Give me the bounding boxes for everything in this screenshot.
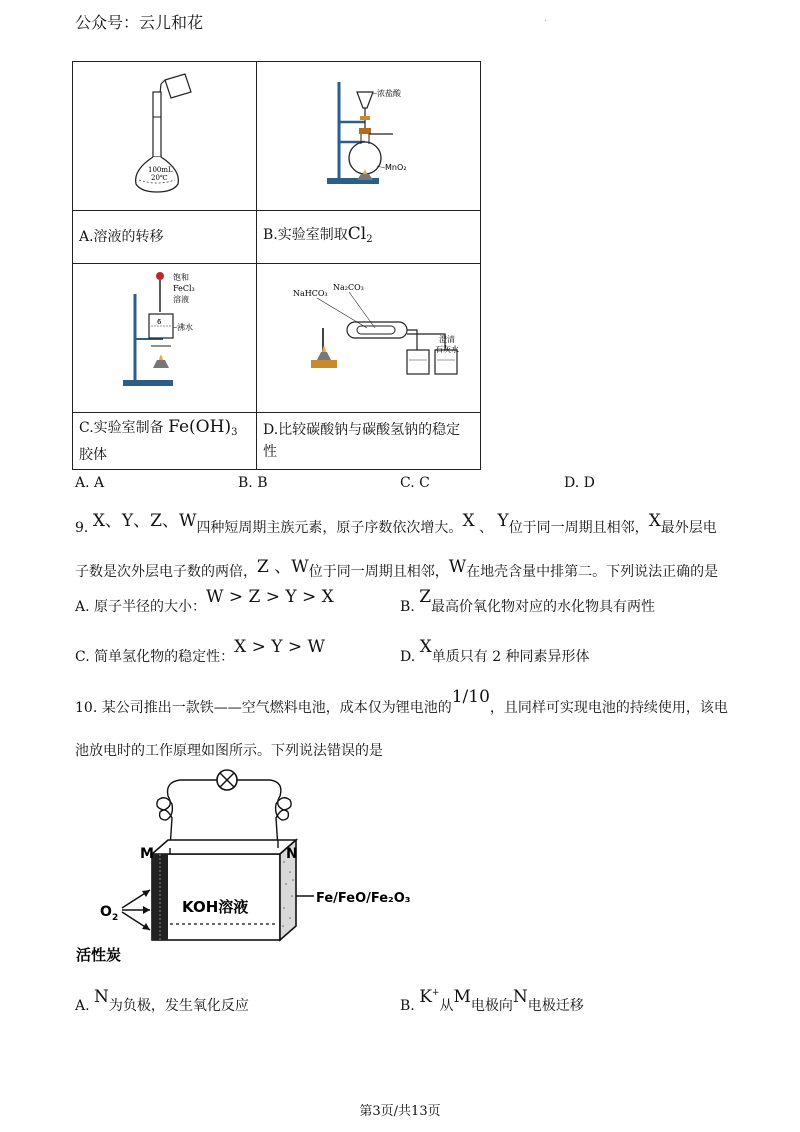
colloid-prep-diagram [73,264,256,408]
chlorine-generator-diagram [257,62,480,206]
carbonate-stability-diagram [257,264,480,408]
limewater-label-1: 澄清 [439,335,455,344]
q9-optd-label: D. [400,649,416,665]
q9-line2-c: 位于同一周期且相邻， [308,564,449,580]
cell-image-c [73,264,257,413]
caption-c-prefix: C.实验室制备 [79,420,169,436]
wechat-header: 公众号：云儿和花 [75,13,204,32]
q10-optb-m: M [453,987,471,1007]
q9-y: Y [497,511,509,531]
caption-c-sub: 3 [231,427,238,438]
apparatus-table [72,61,481,470]
caption-c-formula: Fe(OH) [168,417,232,437]
caption-d: D.比较碳酸钠与碳酸氢钠的稳定性 [257,413,481,470]
fecl3-label-2: FeCl₃ [173,284,195,293]
page-footer: 第3页/共13页 [359,1104,441,1119]
boiling-water-label: 沸水 [177,323,193,332]
flask-temp-label: 20℃ [151,174,168,182]
q10-optb-plus: + [431,988,440,998]
o2-label: O [100,904,112,920]
q10-optb-k: K [419,987,432,1007]
caption-a: A.溶液的转移 [73,211,257,264]
cell-image-a [73,62,257,211]
limewater-label-2: 石灰水 [435,345,459,354]
q10-opta-n: N [94,987,109,1007]
mno2-label: MnO₂ [385,163,407,172]
q8-option-b: B. B [238,475,268,491]
q10-fraction: 1/10 [451,687,490,707]
q10-text-1a: 10. 某公司推出一款铁——空气燃料电池，成本仅为锂电池的 [75,700,452,716]
q10-optb-text2: 电极向 [470,998,513,1014]
q9-sep: 、 [479,520,493,536]
koh-solution-label: KOH溶液 [182,898,249,916]
q9-elements: X、Y、Z、W [92,511,197,531]
caption-b-sub: 2 [366,234,373,245]
header-dot: · [544,16,548,27]
q9-number: 9. [75,520,89,536]
q10-text-1b: ，且同样可实现电池的持续使用，该电 [489,700,728,716]
q9-line2-d: 在地壳含量中排第二。下列说法正确的是 [466,564,719,580]
q10-option-b [400,987,584,1015]
activated-carbon-label: 活性炭 [76,946,122,964]
q9-x: X [462,511,475,531]
q10-optb-label: B. [400,998,415,1014]
cell-image-b [257,62,481,211]
fecl3-label-3: 溶液 [173,295,189,304]
caption-b [257,211,481,264]
q10-optb-n: N [512,987,528,1007]
q10-opta-text: 为负极，发生氧化反应 [108,998,249,1014]
q9-text-3: 最外层电 [660,520,717,536]
caption-b-formula: Cl [347,224,367,244]
q9-optb-text: 最高价氧化物对应的水化物具有两性 [431,599,656,615]
fe-electrode-label: Fe/FeO/Fe₂O₃ [316,891,411,906]
beaker-mark: 6 [157,318,162,326]
na2co3-label: Na₂CO₃ [333,283,364,292]
q9-option-c [75,637,326,666]
q9-option-b [400,587,656,616]
q9-text-2: 位于同一周期且相邻， [508,520,649,536]
q8-option-d: D. D [564,475,595,491]
flask-volume-label: 100mL [148,166,173,174]
cell-image-d [257,264,481,413]
q9-line-2 [75,556,718,581]
q8-option-c: C. C [400,475,430,491]
q10-line-1 [75,687,728,717]
conc-hcl-label: 浓盐酸 [377,89,401,98]
q9-line2-a: 子数是次外层电子数的两倍， [75,564,257,580]
o2-subscript: 2 [112,913,119,923]
q9-opta-math: W > Z > Y > X [206,587,334,607]
q10-option-a [75,987,249,1015]
caption-c [73,413,257,470]
q10-opta-label: A. [75,998,90,1014]
q9-text-1: 四种短周期主族元素，原子序数依次增大。 [196,520,463,536]
q10-line-2: 池放电时的工作原理如图所示。下列说法错误的是 [75,743,383,759]
q10-optb-text3: 电极迁移 [527,998,584,1014]
fecl3-label-1: 饱和 [173,273,189,282]
q9-line-1 [75,512,717,537]
q9-optb-z: Z [419,587,432,607]
q9-optc-math: X > Y > W [234,637,326,657]
q9-option-d [400,637,590,666]
nahco3-label: NaHCO₃ [293,289,328,298]
volumetric-flask-diagram [73,62,256,206]
electrode-m-label: M [140,846,154,862]
q9-optd-x: X [419,637,432,657]
q10-optb-text1: 从 [439,998,454,1014]
fe-air-battery-diagram [70,762,420,967]
caption-b-prefix: B.实验室制取 [263,227,348,243]
electrode-n-label: N [286,846,298,862]
q9-optc-label: C. 简单氢化物的稳定性： [75,649,235,665]
q9-line2-b: Z 、W [257,557,309,577]
q9-opta-label: A. 原子半径的大小： [75,599,207,615]
q9-option-a [75,587,334,616]
q8-option-a: A. A [75,475,105,491]
q9-w: W [448,557,467,577]
q9-optb-label: B. [400,599,415,615]
caption-c-suffix: 胶体 [79,447,107,463]
q9-x2: X [648,511,661,531]
q9-optd-text: 单质只有 2 种同素异形体 [431,649,590,665]
